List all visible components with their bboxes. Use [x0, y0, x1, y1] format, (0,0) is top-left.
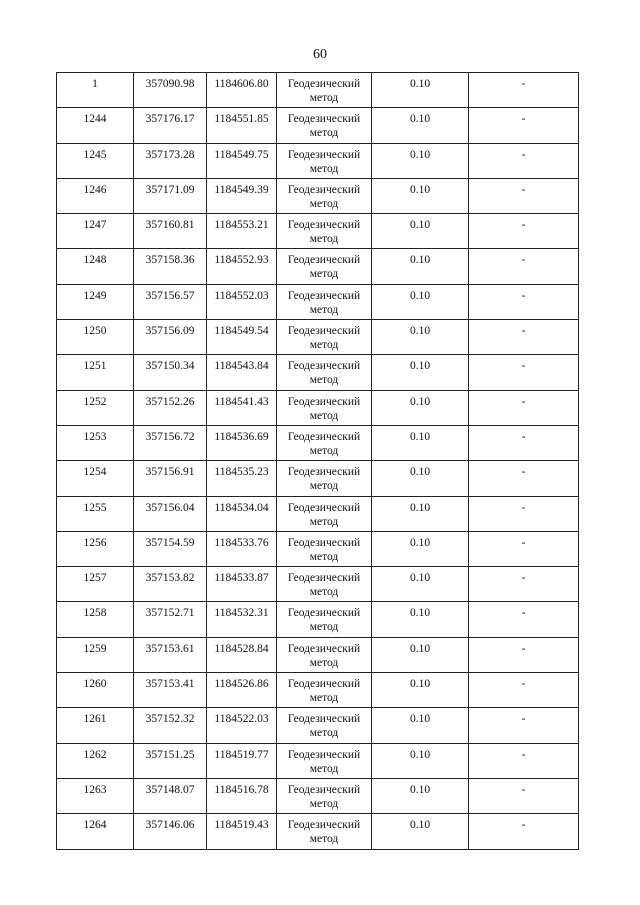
description-cell: -: [469, 743, 579, 778]
method-line1: Геодезический: [287, 536, 361, 549]
method-cell: [277, 390, 372, 425]
method-line2: метод: [309, 727, 339, 740]
y-coordinate-cell: 1184519.77: [207, 743, 277, 778]
method-line1: Геодезический: [287, 607, 361, 620]
table-row: [57, 602, 579, 637]
method-cell: [277, 73, 372, 108]
y-coordinate-cell: 1184519.43: [207, 814, 277, 849]
description-cell: -: [469, 108, 579, 143]
method-cell: [277, 461, 372, 496]
method-line1: Геодезический: [287, 466, 361, 479]
coordinates-table: [56, 72, 579, 850]
description-cell: -: [469, 778, 579, 813]
accuracy-cell: 0.10: [372, 814, 469, 849]
method-line1: Геодезический: [287, 183, 361, 196]
method-line2: метод: [309, 303, 339, 316]
method-line1: Геодезический: [287, 254, 361, 267]
y-coordinate-cell: 1184552.03: [207, 284, 277, 319]
y-coordinate-cell: 1184522.03: [207, 708, 277, 743]
x-coordinate-cell: 357148.07: [134, 778, 207, 813]
table-row: [57, 143, 579, 178]
method-line1: Геодезический: [287, 748, 361, 761]
method-cell: [277, 284, 372, 319]
accuracy-cell: 0.10: [372, 708, 469, 743]
table-row: [57, 708, 579, 743]
description-cell: -: [469, 320, 579, 355]
accuracy-cell: 0.10: [372, 284, 469, 319]
description-cell: -: [469, 425, 579, 460]
table-row: [57, 496, 579, 531]
x-coordinate-cell: 357151.25: [134, 743, 207, 778]
accuracy-cell: 0.10: [372, 249, 469, 284]
method-line2: метод: [309, 233, 339, 246]
description-cell: -: [469, 284, 579, 319]
y-coordinate-cell: 1184543.84: [207, 355, 277, 390]
x-coordinate-cell: 357146.06: [134, 814, 207, 849]
table-row: [57, 249, 579, 284]
method-line1: Геодезический: [287, 678, 361, 691]
method-line1: Геодезический: [287, 819, 361, 832]
x-coordinate-cell: 357173.28: [134, 143, 207, 178]
method-line1: Геодезический: [287, 219, 361, 232]
method-line1: Геодезический: [287, 501, 361, 514]
method-line1: Геодезический: [287, 325, 361, 338]
point-number-cell: 1253: [57, 425, 134, 460]
method-line2: метод: [309, 480, 339, 493]
point-number-cell: 1257: [57, 567, 134, 602]
accuracy-cell: 0.10: [372, 496, 469, 531]
x-coordinate-cell: 357156.72: [134, 425, 207, 460]
y-coordinate-cell: 1184516.78: [207, 778, 277, 813]
y-coordinate-cell: 1184528.84: [207, 637, 277, 672]
accuracy-cell: 0.10: [372, 108, 469, 143]
table-row: [57, 814, 579, 849]
y-coordinate-cell: 1184553.21: [207, 214, 277, 249]
description-cell: -: [469, 708, 579, 743]
method-line2: метод: [309, 621, 339, 634]
method-line2: метод: [309, 586, 339, 599]
method-line2: метод: [309, 515, 339, 528]
point-number-cell: 1249: [57, 284, 134, 319]
y-coordinate-cell: 1184532.31: [207, 602, 277, 637]
description-cell: -: [469, 143, 579, 178]
page-number: 60: [313, 47, 327, 62]
description-cell: -: [469, 496, 579, 531]
y-coordinate-cell: 1184535.23: [207, 461, 277, 496]
accuracy-cell: 0.10: [372, 320, 469, 355]
accuracy-cell: 0.10: [372, 143, 469, 178]
method-line2: метод: [309, 444, 339, 457]
method-line2: метод: [309, 374, 339, 387]
method-cell: [277, 531, 372, 566]
method-cell: [277, 496, 372, 531]
method-cell: [277, 673, 372, 708]
accuracy-cell: 0.10: [372, 778, 469, 813]
x-coordinate-cell: 357156.91: [134, 461, 207, 496]
table-row: [57, 108, 579, 143]
y-coordinate-cell: 1184536.69: [207, 425, 277, 460]
method-cell: [277, 708, 372, 743]
method-line2: метод: [309, 550, 339, 563]
description-cell: -: [469, 249, 579, 284]
accuracy-cell: 0.10: [372, 743, 469, 778]
description-cell: -: [469, 461, 579, 496]
accuracy-cell: 0.10: [372, 461, 469, 496]
accuracy-cell: 0.10: [372, 355, 469, 390]
method-line1: Геодезический: [287, 113, 361, 126]
table-row: [57, 320, 579, 355]
method-cell: [277, 743, 372, 778]
x-coordinate-cell: 357152.71: [134, 602, 207, 637]
x-coordinate-cell: 357160.81: [134, 214, 207, 249]
method-line2: метод: [309, 127, 339, 140]
table-row: [57, 673, 579, 708]
method-line1: Геодезический: [287, 148, 361, 161]
x-coordinate-cell: 357156.04: [134, 496, 207, 531]
method-cell: [277, 637, 372, 672]
accuracy-cell: 0.10: [372, 637, 469, 672]
point-number-cell: 1260: [57, 673, 134, 708]
method-line2: метод: [309, 339, 339, 352]
method-line1: Геодезический: [287, 572, 361, 585]
point-number-cell: 1250: [57, 320, 134, 355]
y-coordinate-cell: 1184533.76: [207, 531, 277, 566]
y-coordinate-cell: 1184551.85: [207, 108, 277, 143]
description-cell: -: [469, 355, 579, 390]
y-coordinate-cell: 1184534.04: [207, 496, 277, 531]
method-line1: Геодезический: [287, 430, 361, 443]
description-cell: -: [469, 178, 579, 213]
point-number-cell: 1247: [57, 214, 134, 249]
method-cell: [277, 814, 372, 849]
x-coordinate-cell: 357152.32: [134, 708, 207, 743]
point-number-cell: 1263: [57, 778, 134, 813]
method-cell: [277, 143, 372, 178]
method-cell: [277, 249, 372, 284]
x-coordinate-cell: 357154.59: [134, 531, 207, 566]
table-row: [57, 214, 579, 249]
x-coordinate-cell: 357153.41: [134, 673, 207, 708]
y-coordinate-cell: 1184549.39: [207, 178, 277, 213]
method-line2: метод: [309, 197, 339, 210]
description-cell: -: [469, 73, 579, 108]
description-cell: -: [469, 673, 579, 708]
x-coordinate-cell: 357176.17: [134, 108, 207, 143]
y-coordinate-cell: 1184526.86: [207, 673, 277, 708]
method-line1: Геодезический: [287, 642, 361, 655]
table-row: [57, 178, 579, 213]
x-coordinate-cell: 357153.61: [134, 637, 207, 672]
point-number-cell: 1245: [57, 143, 134, 178]
coordinates-table-body: [57, 73, 579, 850]
point-number-cell: 1248: [57, 249, 134, 284]
accuracy-cell: 0.10: [372, 178, 469, 213]
y-coordinate-cell: 1184533.87: [207, 567, 277, 602]
point-number-cell: 1258: [57, 602, 134, 637]
method-line1: Геодезический: [287, 395, 361, 408]
x-coordinate-cell: 357156.09: [134, 320, 207, 355]
x-coordinate-cell: 357171.09: [134, 178, 207, 213]
method-line1: Геодезический: [287, 289, 361, 302]
method-line1: Геодезический: [287, 78, 361, 90]
point-number-cell: 1255: [57, 496, 134, 531]
accuracy-cell: 0.10: [372, 531, 469, 566]
point-number-cell: 1259: [57, 637, 134, 672]
point-number-cell: 1262: [57, 743, 134, 778]
method-cell: [277, 320, 372, 355]
table-row: [57, 425, 579, 460]
y-coordinate-cell: 1184541.43: [207, 390, 277, 425]
method-cell: [277, 214, 372, 249]
table-row: [57, 567, 579, 602]
y-coordinate-cell: 1184606.80: [207, 73, 277, 108]
y-coordinate-cell: 1184549.75: [207, 143, 277, 178]
table-row: [57, 743, 579, 778]
y-coordinate-cell: 1184549.54: [207, 320, 277, 355]
method-line2: метод: [309, 833, 339, 846]
method-line2: метод: [309, 268, 339, 281]
point-number-cell: 1: [57, 73, 134, 108]
accuracy-cell: 0.10: [372, 73, 469, 108]
method-line2: метод: [309, 162, 339, 175]
accuracy-cell: 0.10: [372, 602, 469, 637]
table-row: [57, 778, 579, 813]
method-line1: Геодезический: [287, 360, 361, 373]
point-number-cell: 1246: [57, 178, 134, 213]
x-coordinate-cell: 357150.34: [134, 355, 207, 390]
method-line1: Геодезический: [287, 783, 361, 796]
y-coordinate-cell: 1184552.93: [207, 249, 277, 284]
method-cell: [277, 602, 372, 637]
point-number-cell: 1261: [57, 708, 134, 743]
method-line2: метод: [309, 797, 339, 810]
point-number-cell: 1264: [57, 814, 134, 849]
x-coordinate-cell: 357158.36: [134, 249, 207, 284]
table-row: [57, 390, 579, 425]
point-number-cell: 1254: [57, 461, 134, 496]
method-line2: метод: [309, 409, 339, 422]
x-coordinate-cell: 357156.57: [134, 284, 207, 319]
table-row: [57, 284, 579, 319]
method-cell: [277, 567, 372, 602]
description-cell: -: [469, 637, 579, 672]
method-line2: метод: [309, 92, 339, 104]
table-row: [57, 637, 579, 672]
table-row: [57, 355, 579, 390]
method-line2: метод: [309, 692, 339, 705]
method-line2: метод: [309, 762, 339, 775]
table-row: [57, 73, 579, 108]
point-number-cell: 1251: [57, 355, 134, 390]
point-number-cell: 1256: [57, 531, 134, 566]
accuracy-cell: 0.10: [372, 390, 469, 425]
description-cell: -: [469, 214, 579, 249]
description-cell: -: [469, 814, 579, 849]
method-cell: [277, 178, 372, 213]
method-cell: [277, 425, 372, 460]
method-line1: Геодезический: [287, 713, 361, 726]
method-line2: метод: [309, 656, 339, 669]
description-cell: -: [469, 531, 579, 566]
accuracy-cell: 0.10: [372, 567, 469, 602]
x-coordinate-cell: 357152.26: [134, 390, 207, 425]
point-number-cell: 1252: [57, 390, 134, 425]
method-cell: [277, 108, 372, 143]
description-cell: -: [469, 567, 579, 602]
accuracy-cell: 0.10: [372, 214, 469, 249]
x-coordinate-cell: 357153.82: [134, 567, 207, 602]
table-row: [57, 461, 579, 496]
accuracy-cell: 0.10: [372, 673, 469, 708]
method-cell: [277, 355, 372, 390]
point-number-cell: 1244: [57, 108, 134, 143]
description-cell: -: [469, 390, 579, 425]
table-row: [57, 531, 579, 566]
method-cell: [277, 778, 372, 813]
x-coordinate-cell: 357090.98: [134, 73, 207, 108]
description-cell: -: [469, 602, 579, 637]
accuracy-cell: 0.10: [372, 425, 469, 460]
